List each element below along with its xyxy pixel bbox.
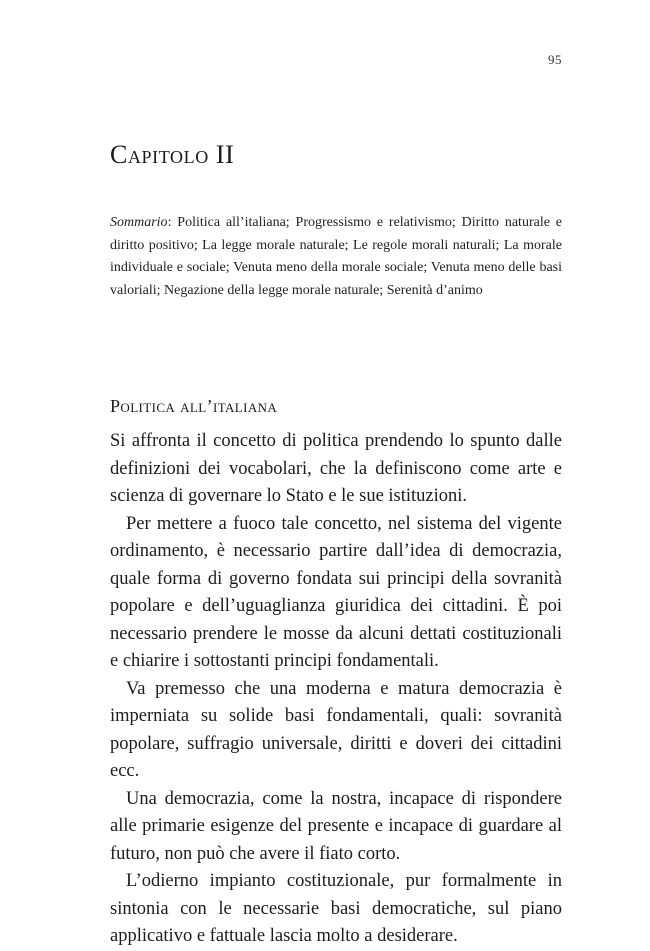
section-body	[110, 428, 562, 951]
summary-label: Sommario	[110, 215, 168, 230]
body-paragraph: Per mettere a fuoco tale concetto, nel sistema del vigente ordinamento, è necessario partire dall’idea di democrazia, quale forma di governo fondata sui principi della sovranità popolare e dell’uguaglianza giuridica dei cittadini. È poi necessario prendere le mosse da alcuni dettati costituzionali e chiarire i sottostanti principi fondamentali.	[110, 513, 562, 671]
body-paragraph: Si affronta il concetto di politica prendendo lo spunto dalle definizioni dei vocabolari, che la definiscono come arte e scienza di governare lo Stato e le sue istituzioni.	[110, 431, 562, 506]
body-paragraph: Una democrazia, come la nostra, incapace di rispondere alle primarie esigenze del presente e incapace di guardare al futuro, non può che avere il fiato corto.	[110, 788, 562, 864]
body-paragraph: L’odierno impianto costituzionale, pur formalmente in sintonia con le necessarie basi democratiche, sul piano applicativo e fattuale lascia molto a desiderare.	[110, 871, 562, 946]
chapter-summary	[110, 212, 562, 302]
body-paragraph: Va premesso che una moderna e matura democrazia è imperniata su solide basi fondamentali, quali: sovranità popolare, suffragio universale, diritti e doveri dei cittadini ecc.	[110, 678, 562, 781]
page-number: 95	[548, 52, 562, 67]
section-title: Politica all’italiana	[110, 396, 278, 416]
summary-text: : Politica all’italiana; Progressismo e relativismo; Diritto naturale e diritto positivo; La legge morale naturale; Le regole morali naturali; La morale individuale e sociale; Venuta meno della morale sociale; Venuta meno delle basi valoriali; Negazione della legge morale naturale; Serenità d’animo	[110, 215, 562, 298]
chapter-title: Capitolo II	[110, 140, 235, 169]
